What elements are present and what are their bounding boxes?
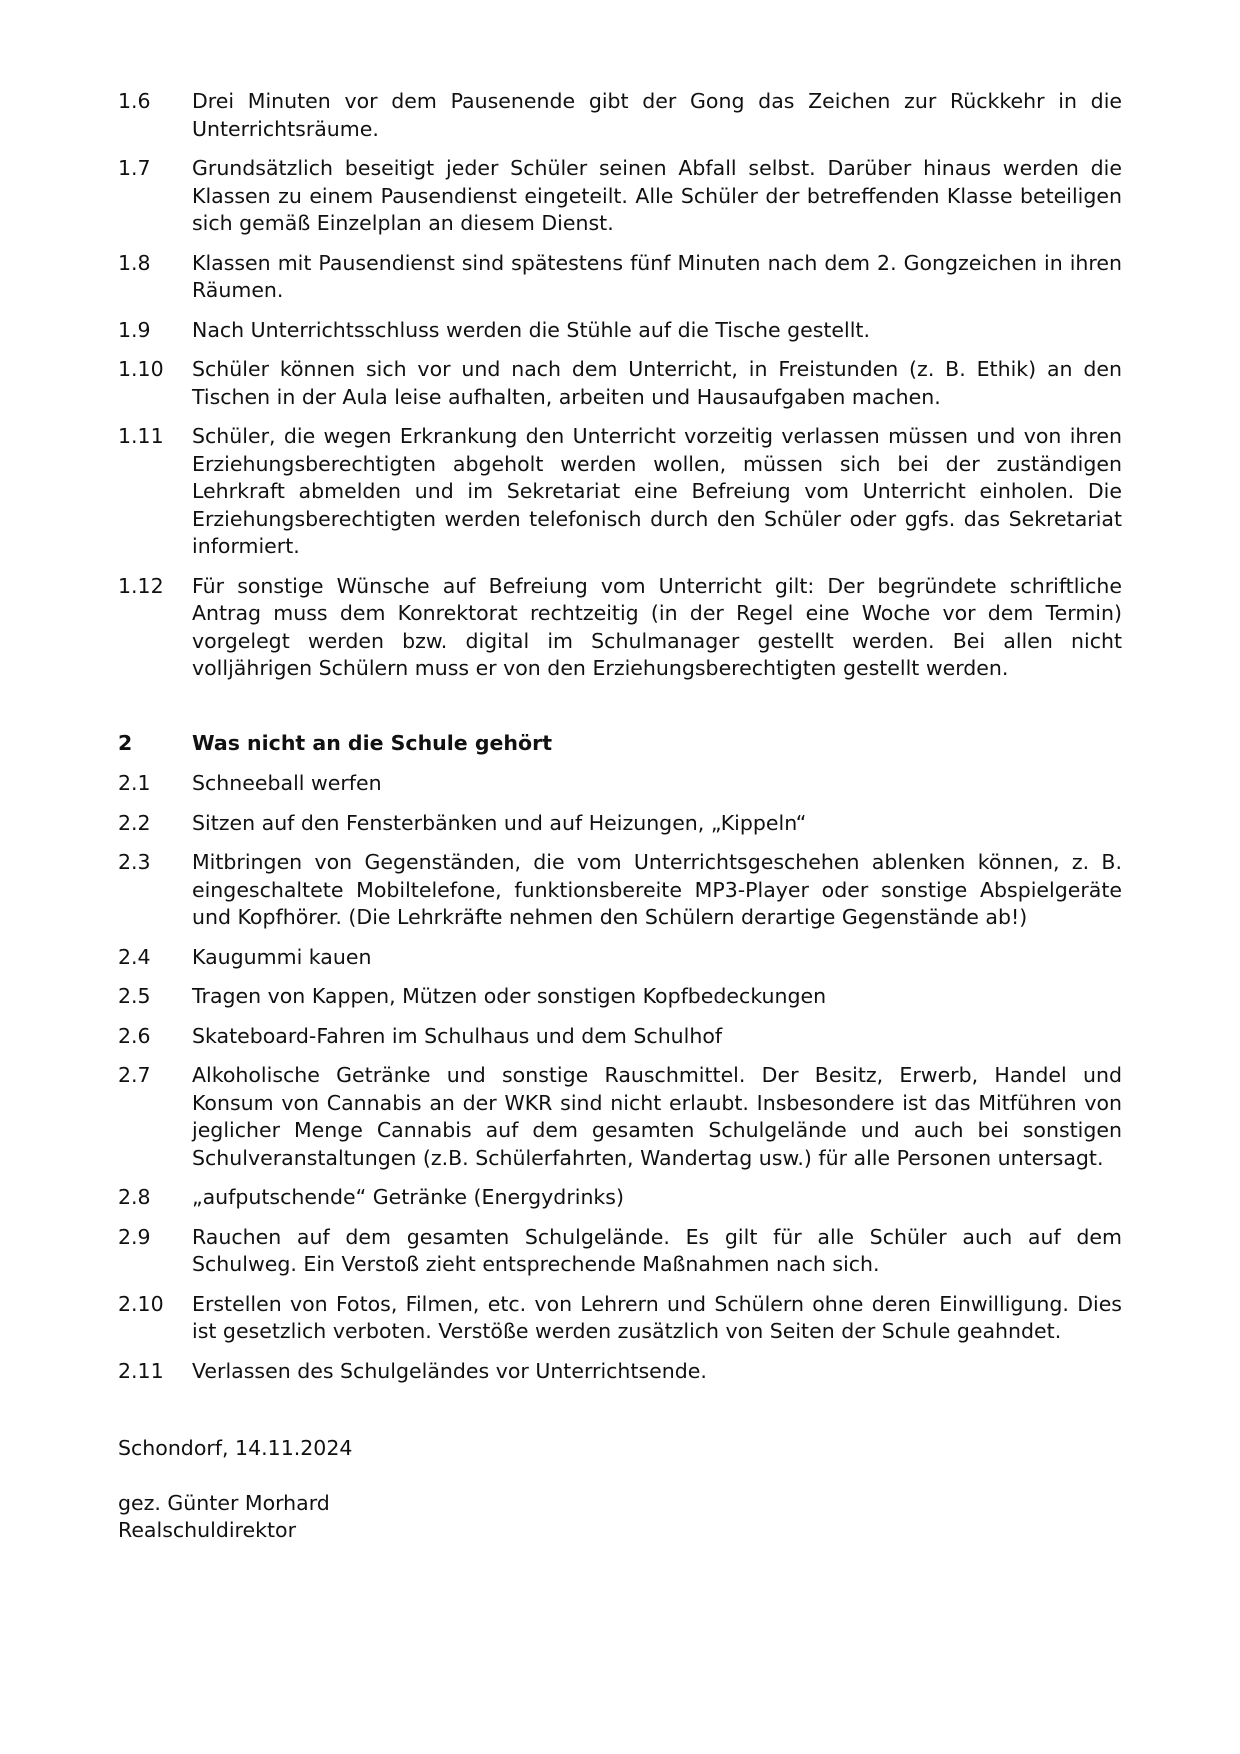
item-text: Alkoholische Getränke und sonstige Rauschmittel. Der Besitz, Erwerb, Handel und Konsum von Cannabis an der WKR sind nicht erlaubt. Insbesondere ist das Mitführen von jeglicher Menge Cannabis auf dem gesamten Schulgelände und auch bei sonstigen Schulveranstaltungen (z.B. Schülerfahrten, Wandertag usw.) für alle Personen untersagt.	[192, 1063, 1122, 1170]
list-item	[118, 1358, 1122, 1386]
item-number: 2.4	[118, 944, 151, 969]
section-2-heading	[118, 730, 1122, 758]
item-text: Mitbringen von Gegenständen, die vom Unterrichtsgeschehen ablenken können, z. B. eingeschaltete Mobiltelefone, funktionsbereite MP3-Player oder sonstige Abspielgeräte und Kopfhörer. (Die Lehrkräfte nehmen den Schülern derartige Gegenstände ab!)	[192, 850, 1122, 929]
item-text: Skateboard-Fahren im Schulhaus und dem Schulhof	[192, 1023, 723, 1048]
list-item	[118, 810, 1122, 838]
list-item	[118, 1184, 1122, 1212]
list-item	[118, 356, 1122, 411]
item-number: 2.8	[118, 1185, 151, 1209]
item-number: 2.7	[118, 1063, 151, 1087]
item-text: Erstellen von Fotos, Filmen, etc. von Lehrern und Schülern ohne deren Einwilligung. Dies ist gesetzlich verboten. Verstöße werden zusätzlich von Seiten der Schule geahndet.	[192, 1291, 1122, 1343]
list-item	[118, 250, 1122, 305]
list-item	[118, 573, 1122, 683]
item-text: Für sonstige Wünsche auf Befreiung vom Unterricht gilt: Der begründete schriftliche Antrag muss dem Konrektorat rechtzeitig (in der Regel eine Woche vor dem Termin) vorgelegt werden bzw. digital im Schulmanager gestellt werden. Bei allen nicht volljährigen Schülern muss er von den Erziehungsberechtigten gestellt werden.	[192, 573, 1122, 680]
item-number: 2.3	[118, 850, 151, 874]
item-number: 2.9	[118, 1224, 151, 1249]
item-text: Verlassen des Schulgeländes vor Unterrichtsende.	[192, 1358, 707, 1383]
item-number: 1.6	[118, 89, 151, 113]
list-item	[118, 1291, 1122, 1346]
section-title: Was nicht an die Schule gehört	[192, 730, 553, 755]
list-item	[118, 1062, 1122, 1172]
signature-role: Realschuldirektor	[118, 1518, 297, 1542]
item-text: Tragen von Kappen, Mützen oder sonstigen Kopfbedeckungen	[192, 984, 827, 1008]
item-number: 2.6	[118, 1023, 151, 1048]
item-number: 1.10	[118, 357, 164, 381]
item-number: 1.8	[118, 250, 151, 275]
item-text: Schüler, die wegen Erkrankung den Unterricht vorzeitig verlassen müssen und von ihren Erziehungsberechtigten abgeholt werden wollen, müssen sich bei der zuständigen Lehrkraft abmelden und im Sekretariat eine Befreiung vom Unterricht einholen. Die Erziehungsberechtigten werden telefonisch durch den Schüler oder ggfs. das Sekretariat informiert.	[192, 424, 1122, 558]
list-item	[118, 944, 1122, 972]
place-date: Schondorf, 14.11.2024	[118, 1436, 353, 1460]
item-text: Nach Unterrichtsschluss werden die Stühle auf die Tische gestellt.	[192, 317, 870, 342]
item-number: 1.11	[118, 424, 164, 448]
list-item	[118, 770, 1122, 798]
list-item	[118, 1023, 1122, 1051]
item-number: 2.1	[118, 771, 151, 795]
item-number: 2.5	[118, 984, 151, 1008]
section-1-list	[118, 88, 1122, 683]
item-text: Schneeball werfen	[192, 771, 382, 795]
list-item	[118, 849, 1122, 932]
item-number: 2.2	[118, 810, 151, 835]
item-number: 1.12	[118, 573, 164, 598]
item-number: 1.9	[118, 317, 151, 342]
item-text: Drei Minuten vor dem Pausenende gibt der Gong das Zeichen zur Rückkehr in die Unterrichtsräume.	[192, 89, 1122, 141]
item-text: „aufputschende“ Getränke (Energydrinks)	[192, 1185, 624, 1209]
item-number: 1.7	[118, 156, 151, 180]
list-item	[118, 1224, 1122, 1279]
section-2-list	[118, 770, 1122, 1385]
list-item	[118, 317, 1122, 345]
signature-name: gez. Günter Morhard	[118, 1490, 330, 1515]
list-item	[118, 155, 1122, 238]
item-text: Schüler können sich vor und nach dem Unterricht, in Freistunden (z. B. Ethik) an den Tischen in der Aula leise aufhalten, arbeiten und Hausaufgaben machen.	[192, 357, 1122, 409]
item-text: Rauchen auf dem gesamten Schulgelände. Es gilt für alle Schüler auch auf dem Schulweg. Ein Verstoß zieht entsprechende Maßnahmen nach sich.	[192, 1224, 1122, 1276]
item-text: Kaugummi kauen	[192, 944, 372, 969]
item-number: 2.10	[118, 1291, 164, 1316]
document-body	[118, 88, 1122, 1545]
list-item	[118, 423, 1122, 561]
item-text: Sitzen auf den Fensterbänken und auf Heizungen, „Kippeln“	[192, 810, 807, 835]
list-item	[118, 88, 1122, 143]
item-number: 2.11	[118, 1358, 164, 1383]
item-text: Grundsätzlich beseitigt jeder Schüler seinen Abfall selbst. Darüber hinaus werden die Klassen zu einem Pausendienst eingeteilt. Alle Schüler der betreffenden Klasse beteiligen sich gemäß Einzelplan an diesem Dienst.	[192, 156, 1122, 235]
section-number: 2	[118, 730, 133, 755]
item-text: Klassen mit Pausendienst sind spätestens fünf Minuten nach dem 2. Gongzeichen in ihren Räumen.	[192, 250, 1122, 302]
list-item	[118, 983, 1122, 1011]
